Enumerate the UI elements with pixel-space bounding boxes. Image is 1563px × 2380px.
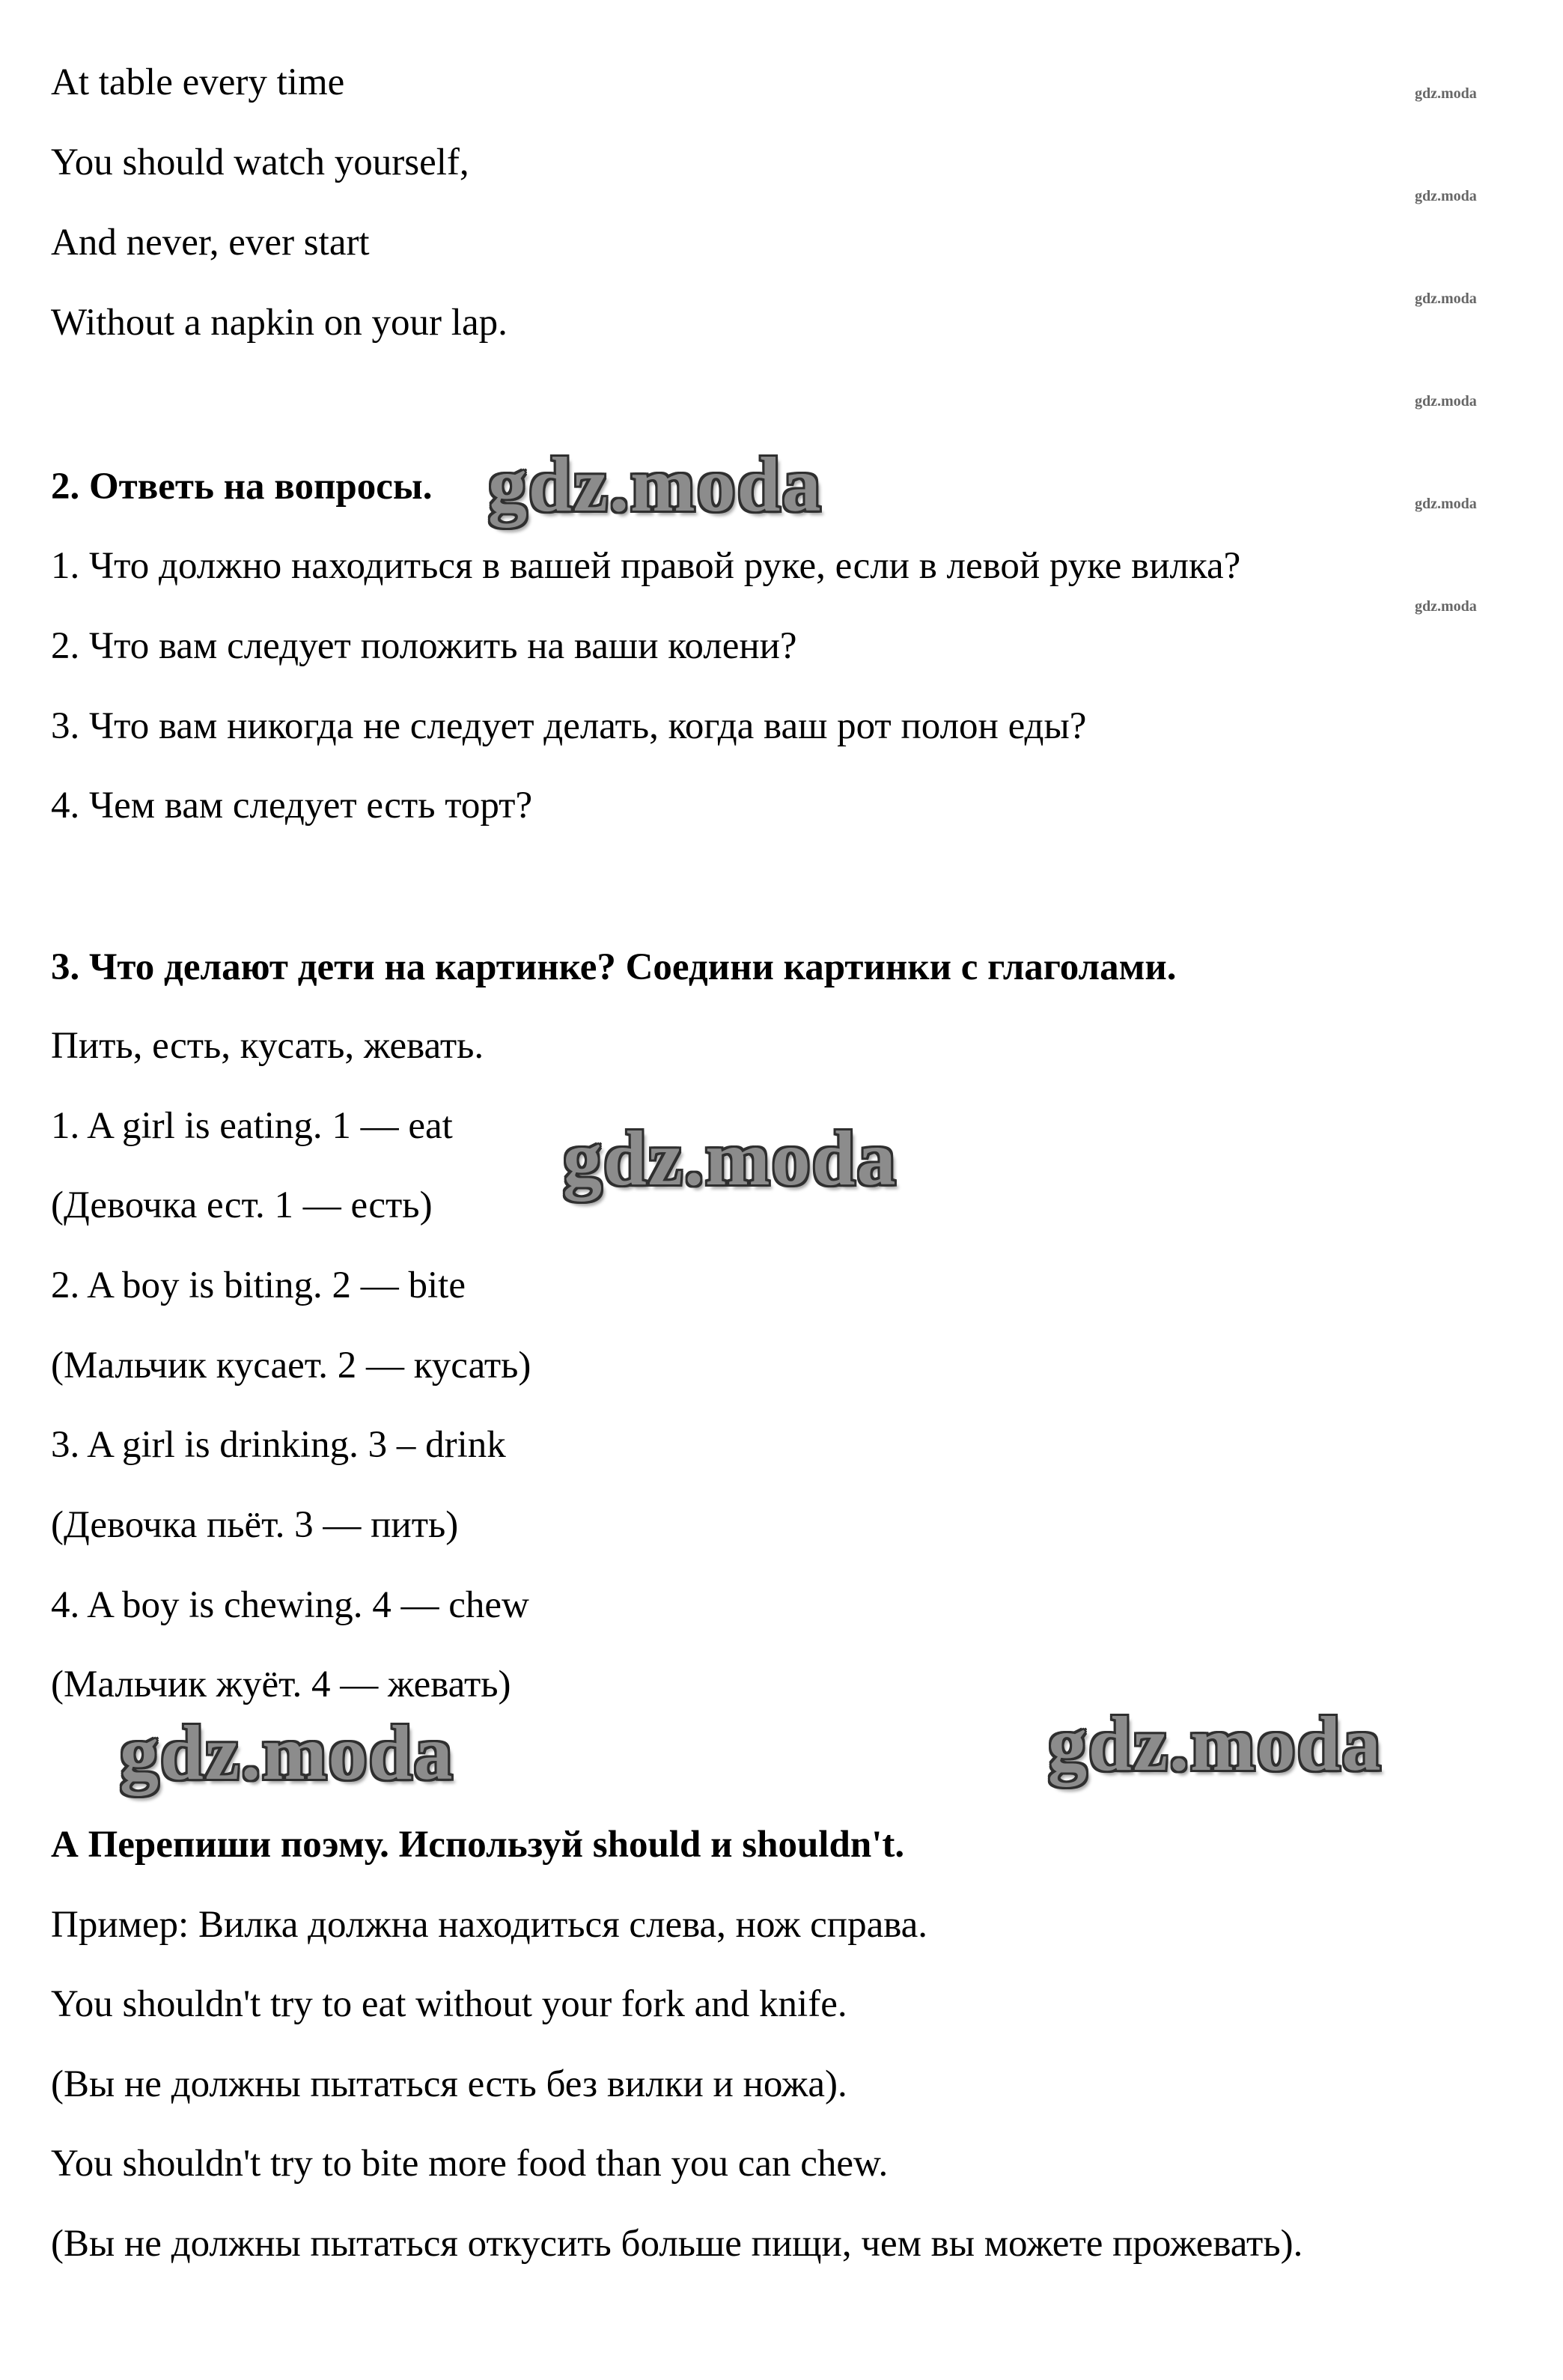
poem-line: Without a napkin on your lap. <box>51 302 508 344</box>
section-2-heading: 2. Ответь на вопросы. <box>51 466 433 508</box>
poem-rewrite-line: You shouldn't try to bite more food than you can chew. <box>51 2143 889 2185</box>
section-a-heading: А Перепиши поэму. Используй should и shouldn't. <box>51 1824 905 1866</box>
poem-rewrite-line: Пример: Вилка должна находиться слева, нож справа. <box>51 1904 928 1946</box>
answer-line: (Мальчик жуёт. 4 — жевать) <box>51 1664 511 1705</box>
watermark-small: gdz.moda <box>1415 188 1477 204</box>
poem-line: At table every time <box>51 61 345 103</box>
watermark-small: gdz.moda <box>1415 393 1477 410</box>
watermark-large: gdz.moda <box>120 1710 454 1796</box>
answer-line: 1. A girl is eating. 1 — eat <box>51 1105 453 1147</box>
poem-line: And never, ever start <box>51 222 370 264</box>
question-line: 3. Что вам никогда не следует делать, когда ваш рот полон еды? <box>51 705 1087 747</box>
answer-line: (Мальчик кусает. 2 — кусать) <box>51 1345 531 1387</box>
watermark-large: gdz.moda <box>488 442 823 528</box>
answer-line: 3. A girl is drinking. 3 – drink <box>51 1424 506 1466</box>
verbs-line: Пить, есть, кусать, жевать. <box>51 1025 484 1067</box>
question-line: 2. Что вам следует положить на ваши колени? <box>51 625 797 667</box>
watermark-small: gdz.moda <box>1415 598 1477 615</box>
watermark-small: gdz.moda <box>1415 290 1477 307</box>
poem-rewrite-line: (Вы не должны пытаться откусить больше пищи, чем вы можете прожевать). <box>51 2223 1303 2265</box>
answer-line: 4. A boy is chewing. 4 — chew <box>51 1584 529 1626</box>
answer-line: (Девочка ест. 1 — есть) <box>51 1184 433 1226</box>
question-line: 1. Что должно находиться в вашей правой руке, если в левой руке вилка? <box>51 545 1241 587</box>
answer-line: (Девочка пьёт. 3 — пить) <box>51 1504 459 1546</box>
question-line: 4. Чем вам следует есть торт? <box>51 785 533 827</box>
answer-line: 2. A boy is biting. 2 — bite <box>51 1264 466 1306</box>
section-3-heading: 3. Что делают дети на картинке? Соедини картинки с глаголами. <box>51 946 1177 988</box>
watermark-large: gdz.moda <box>563 1116 898 1202</box>
watermark-large: gdz.moda <box>1048 1701 1383 1787</box>
poem-line: You should watch yourself, <box>51 141 469 183</box>
poem-rewrite-line: (Вы не должны пытаться есть без вилки и ножа). <box>51 2063 847 2105</box>
poem-rewrite-line: You shouldn't try to eat without your fork and knife. <box>51 1983 847 2025</box>
watermark-small: gdz.moda <box>1415 496 1477 512</box>
watermark-small: gdz.moda <box>1415 85 1477 102</box>
